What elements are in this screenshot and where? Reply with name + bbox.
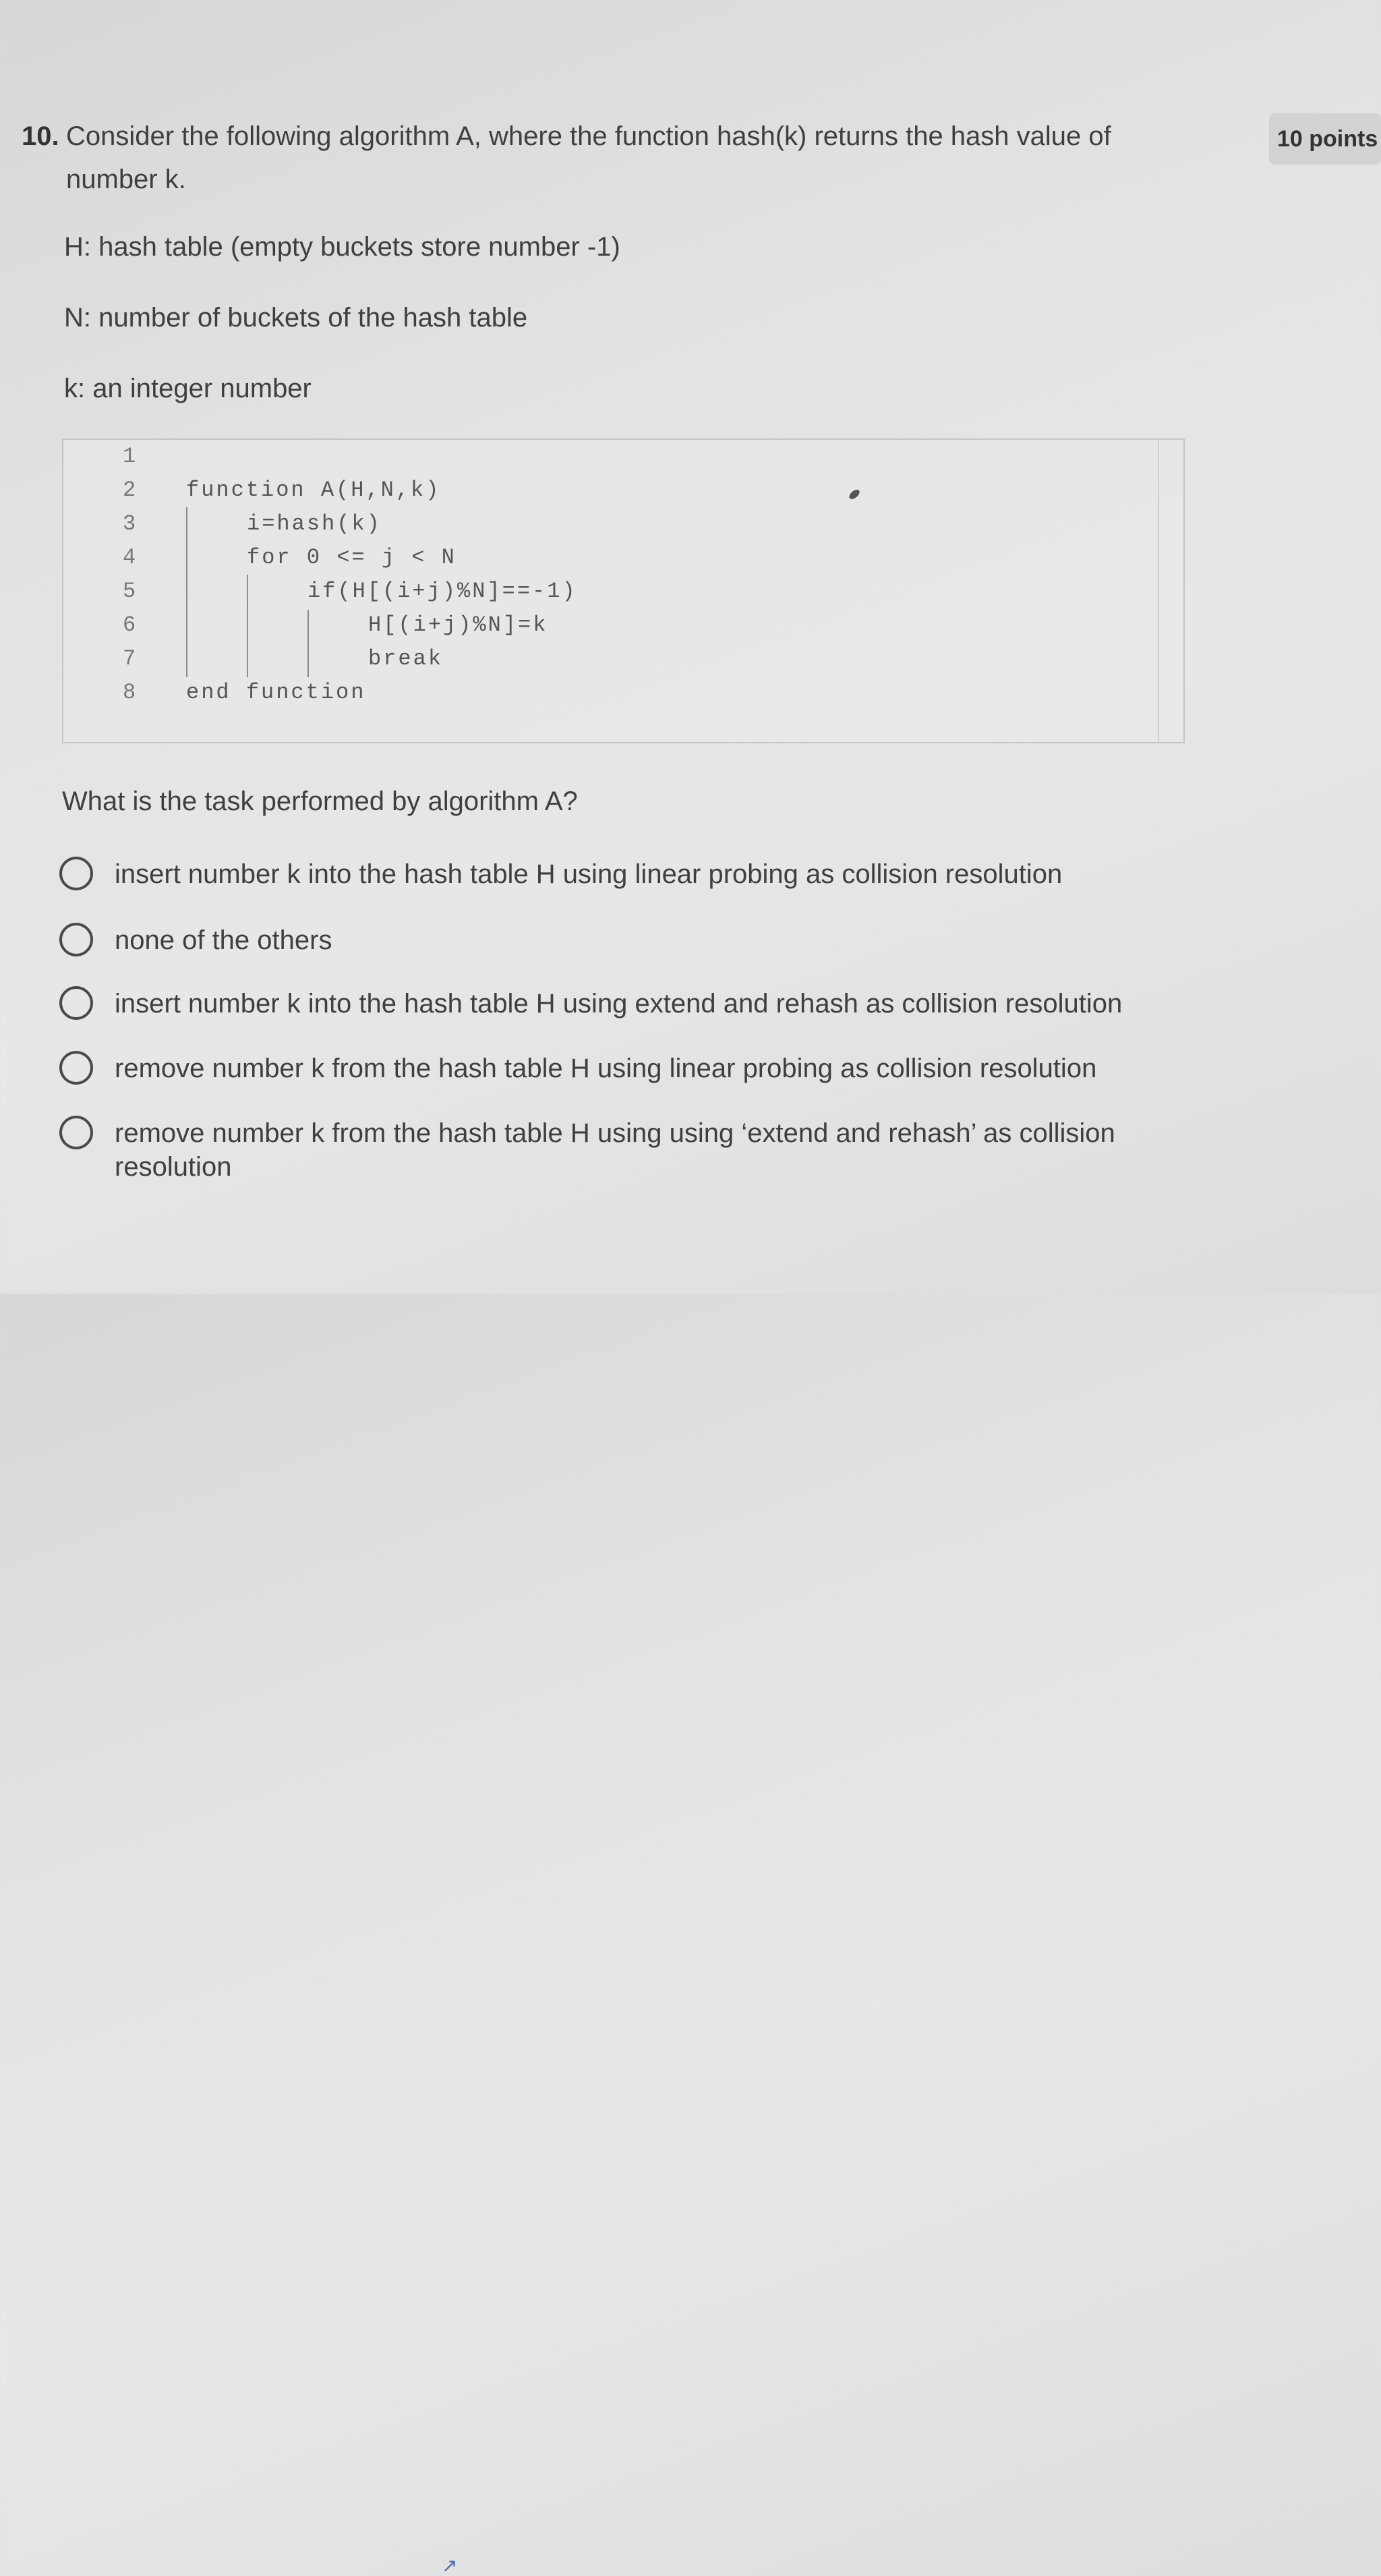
code-text: if(H[(i+j)%N]==-1) bbox=[307, 579, 577, 604]
question-text-line2: number k. bbox=[66, 165, 186, 194]
code-line bbox=[63, 642, 1183, 676]
line-number: 5 bbox=[123, 579, 136, 604]
line-number: 2 bbox=[123, 478, 136, 503]
question-subprompt: What is the task performed by algorithm A? bbox=[62, 786, 578, 816]
answer-option[interactable] bbox=[59, 857, 1206, 892]
line-number: 6 bbox=[123, 612, 136, 637]
code-line bbox=[63, 575, 1183, 608]
definition-k: k: an integer number bbox=[64, 374, 312, 403]
question-prompt bbox=[22, 115, 1127, 201]
answer-option[interactable] bbox=[59, 986, 1206, 1021]
answer-option[interactable] bbox=[59, 923, 1206, 958]
code-text: end function bbox=[186, 680, 366, 705]
code-text: break bbox=[368, 646, 444, 671]
line-number: 1 bbox=[123, 444, 136, 469]
code-text: for 0 <= j < N bbox=[247, 545, 457, 570]
answer-option-label[interactable]: remove number k from the hash table H using linear probing as collision resolution bbox=[115, 1054, 1097, 1083]
code-line bbox=[63, 440, 1183, 474]
code-block bbox=[62, 438, 1185, 743]
radio-unchecked-icon[interactable] bbox=[59, 923, 93, 956]
code-line bbox=[63, 608, 1183, 642]
radio-unchecked-icon[interactable] bbox=[59, 857, 93, 890]
external-link-icon[interactable]: ↗ bbox=[442, 2555, 458, 2576]
answer-option-label[interactable]: insert number k into the hash table H using linear probing as collision resolution bbox=[115, 859, 1063, 889]
radio-unchecked-icon[interactable] bbox=[59, 1116, 93, 1149]
definition-h: H: hash table (empty buckets store number -1) bbox=[64, 232, 620, 262]
answer-option-label[interactable]: none of the others bbox=[115, 925, 332, 955]
answer-option-label[interactable]: insert number k into the hash table H using extend and rehash as collision resolution bbox=[115, 989, 1123, 1019]
code-line bbox=[63, 507, 1183, 541]
code-text: function A(H,N,k) bbox=[186, 478, 441, 503]
definition-n: N: number of buckets of the hash table bbox=[64, 303, 528, 333]
line-number: 4 bbox=[123, 545, 136, 570]
answer-option[interactable] bbox=[59, 1051, 1206, 1086]
radio-unchecked-icon[interactable] bbox=[59, 1051, 93, 1085]
question-number: 10. bbox=[22, 121, 59, 151]
answer-option-label[interactable]: remove number k from the hash table H using using ‘extend and rehash’ as collision bbox=[115, 1118, 1115, 1148]
bottom-cutoff bbox=[0, 1280, 1381, 2576]
answer-option[interactable] bbox=[59, 1116, 1206, 1184]
code-text: i=hash(k) bbox=[247, 511, 382, 536]
radio-unchecked-icon[interactable] bbox=[59, 986, 93, 1020]
line-number: 8 bbox=[123, 680, 136, 705]
answer-option-label-line2[interactable]: resolution bbox=[115, 1152, 232, 1182]
points-badge: 10 points bbox=[1269, 113, 1381, 165]
line-number: 7 bbox=[123, 646, 136, 671]
line-number: 3 bbox=[123, 511, 136, 536]
code-line bbox=[63, 541, 1183, 575]
code-line bbox=[63, 676, 1183, 710]
code-line bbox=[63, 474, 1183, 507]
question-text-line1: Consider the following algorithm A, where the function hash(k) returns the hash value of bbox=[66, 121, 1111, 151]
code-text: H[(i+j)%N]=k bbox=[368, 612, 548, 637]
